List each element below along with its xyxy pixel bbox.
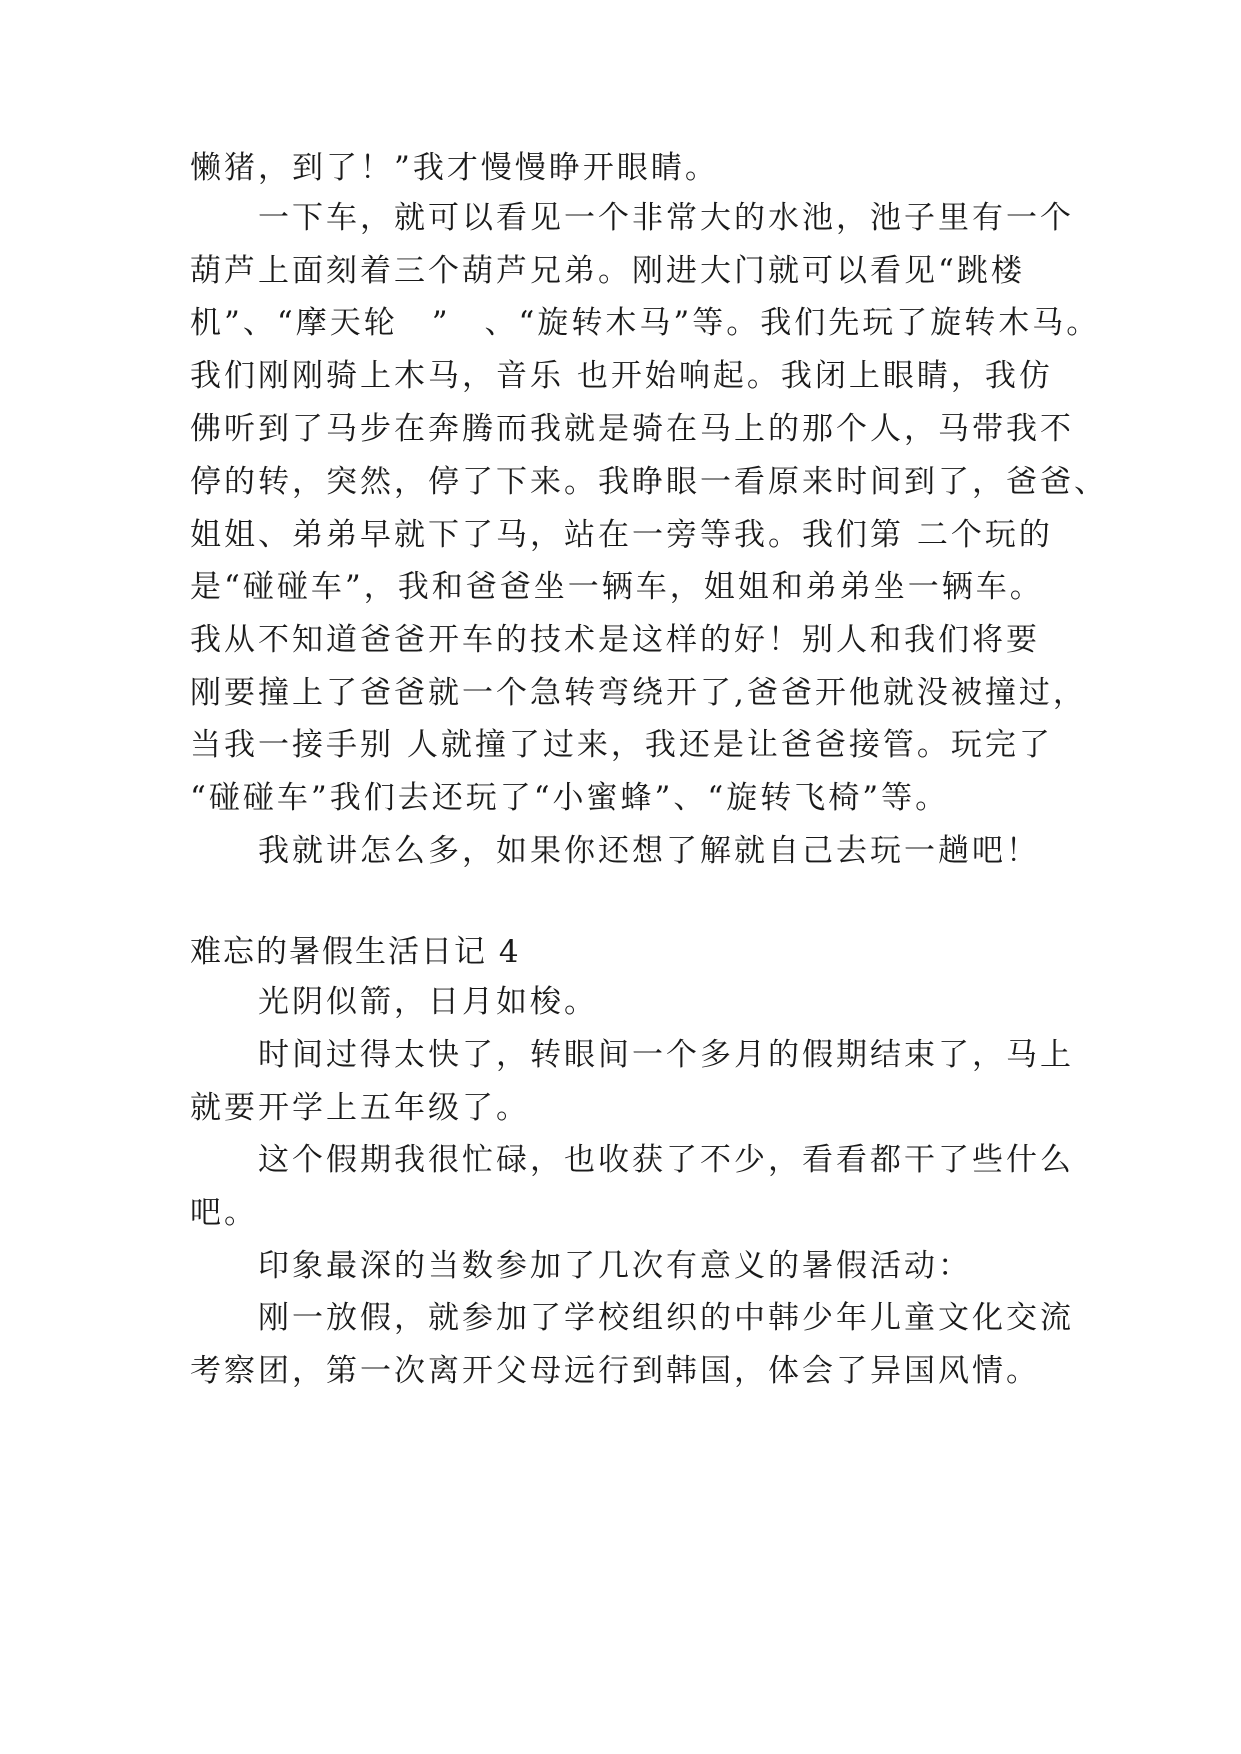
text-line: 这个假期我很忙碌，也收获了不少，看看都干了些什么 — [190, 1142, 1074, 1178]
text-line: 刚要撞上了爸爸就一个急转弯绕开了,爸爸开他就没被撞过， — [190, 675, 1087, 711]
text-line: 懒猪，到了！”我才慢慢睁开眼睛。 — [190, 150, 719, 186]
text-line: 佛听到了马步在奔腾而我就是骑在马上的那个人，马带我不 — [190, 411, 1074, 447]
text-line: 机”、“摩天轮 ” 、“旋转木马”等。我们先玩了旋转木马。 — [190, 305, 1101, 341]
text-line: 我从不知道爸爸开车的技术是这样的好！别人和我们将要 — [190, 622, 1040, 658]
text-line: 时间过得太快了，转眼间一个多月的假期结束了，马上 — [190, 1037, 1074, 1073]
text-line: 姐姐、弟弟早就下了马，站在一旁等我。我们第 二个玩的 — [190, 517, 1053, 553]
text-line: 就要开学上五年级了。 — [190, 1090, 530, 1126]
text-line: 我们刚刚骑上木马，音乐 也开始响起。我闭上眼睛，我仿 — [190, 358, 1053, 394]
text-line: 当我一接手别 人就撞了过来，我还是让爸爸接管。玩完了 — [190, 727, 1053, 763]
text-line: 停的转，突然，停了下来。我睁眼一看原来时间到了，爸爸、 — [190, 464, 1108, 500]
text-line: 葫芦上面刻着三个葫芦兄弟。刚进大门就可以看见“跳楼 — [190, 253, 1025, 289]
text-line: 刚一放假，就参加了学校组织的中韩少年儿童文化交流 — [190, 1300, 1074, 1336]
text-line: 吧。 — [190, 1195, 258, 1231]
text-line: 印象最深的当数参加了几次有意义的暑假活动： — [190, 1248, 972, 1284]
text-line: 是“碰碰车”，我和爸爸坐一辆车，姐姐和弟弟坐一辆车。 — [190, 569, 1044, 605]
text-line: 一下车，就可以看见一个非常大的水池，池子里有一个 — [190, 200, 1074, 236]
text-line: 光阴似箭，日月如梭。 — [190, 984, 598, 1020]
text-line: “碰碰车”我们去还玩了“小蜜蜂”、“旋转飞椅”等。 — [190, 780, 950, 816]
text-line: 我就讲怎么多，如果你还想了解就自己去玩一趟吧！ — [190, 833, 1040, 869]
diary-title: 难忘的暑假生活日记 4 — [190, 934, 521, 970]
text-line: 考察团，第一次离开父母远行到韩国，体会了异国风情。 — [190, 1353, 1040, 1389]
